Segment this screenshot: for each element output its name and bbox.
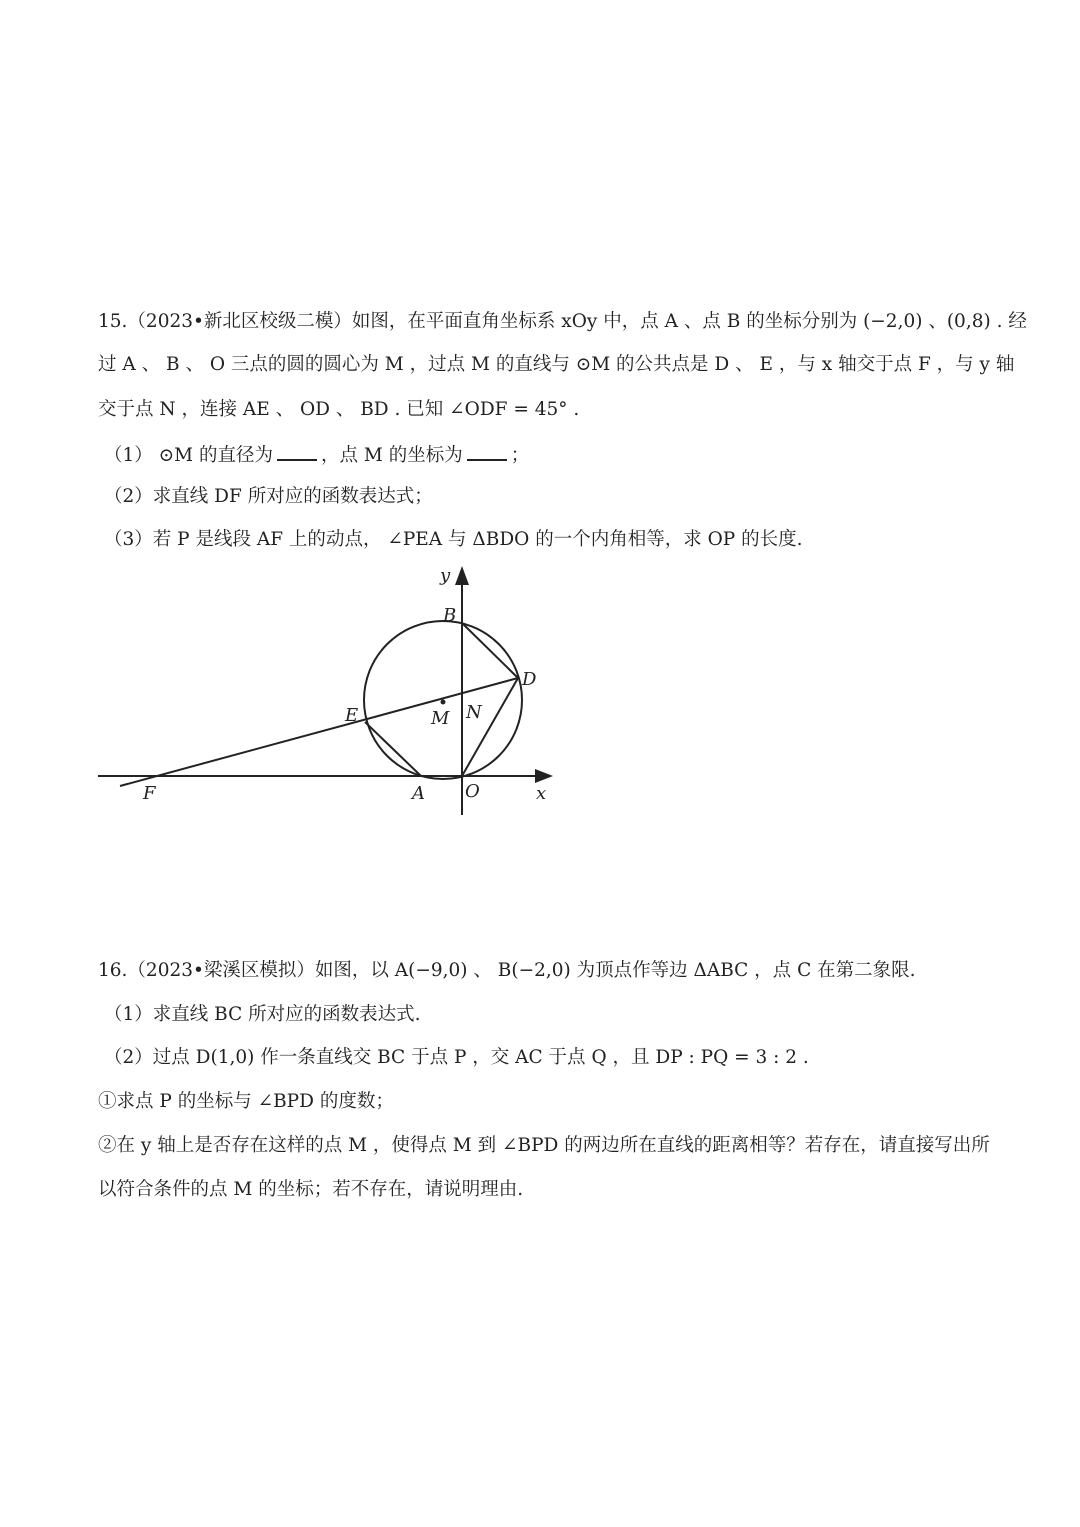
line-fd <box>120 678 518 786</box>
label-y: y <box>440 565 451 586</box>
label-n: N <box>466 702 482 723</box>
label-b: B <box>443 605 457 626</box>
q15-line-3: 交于点 N ，连接 AE 、 OD 、 BD . 已知 ∠ODF = 45° . <box>98 399 580 420</box>
label-x: x <box>536 783 547 804</box>
q15-part-1-text-c: ； <box>510 445 530 466</box>
label-m: M <box>431 708 450 729</box>
segment-bd <box>462 623 518 678</box>
q15-part-1-text-b: ，点 M 的坐标为 <box>320 445 463 466</box>
label-f: F <box>143 783 156 804</box>
q15-part-1-text-a: （1） ⊙M 的直径为 <box>104 445 273 466</box>
q16-sub-1: ①求点 P 的坐标与 ∠BPD 的度数； <box>98 1091 394 1112</box>
q15-line-1: 15.（2023•新北区校级二模）如图，在平面直角坐标系 xOy 中，点 A 、点 B 的坐标分别为 (−2,0) 、(0,8) . 经 <box>98 311 1027 332</box>
segment-ae <box>365 722 421 776</box>
q15-line-2: 过 A 、 B 、 O 三点的圆的圆心为 M ，过点 M 的直线与 ⊙M 的公共点是 D 、 E ，与 x 轴交于点 F ，与 y 轴 <box>98 354 1015 375</box>
x-axis-arrow <box>535 769 553 783</box>
label-e: E <box>345 705 359 726</box>
label-o: O <box>465 781 480 802</box>
label-a: A <box>412 783 425 804</box>
y-axis-arrow <box>455 566 469 585</box>
q16-part-2: （2）过点 D(1,0) 作一条直线交 BC 于点 P ，交 AC 于点 Q ，且 DP : PQ = 3 : 2 . <box>104 1047 809 1068</box>
q16-sub-2-line-a: ②在 y 轴上是否存在这样的点 M ，使得点 M 到 ∠BPD 的两边所在直线的距离相等？若存在，请直接写出所 <box>98 1135 990 1156</box>
q16-sub-2-line-b: 以符合条件的点 M 的坐标；若不存在，请说明理由. <box>98 1179 524 1200</box>
segment-od <box>462 678 518 776</box>
q16-part-1: （1）求直线 BC 所对应的函数表达式. <box>104 1004 421 1025</box>
label-d: D <box>522 669 537 690</box>
q16-line-1: 16.（2023•梁溪区模拟）如图，以 A(−9,0) 、 B(−2,0) 为顶点作等边 ΔABC ，点 C 在第二象限. <box>98 960 916 981</box>
q15-part-2: （2）求直线 DF 所对应的函数表达式； <box>104 486 433 507</box>
q15-part-3: （3）若 P 是线段 AF 上的动点， ∠PEA 与 ΔBDO 的一个内角相等，求 OP 的长度. <box>104 529 803 550</box>
point-m <box>441 700 446 705</box>
